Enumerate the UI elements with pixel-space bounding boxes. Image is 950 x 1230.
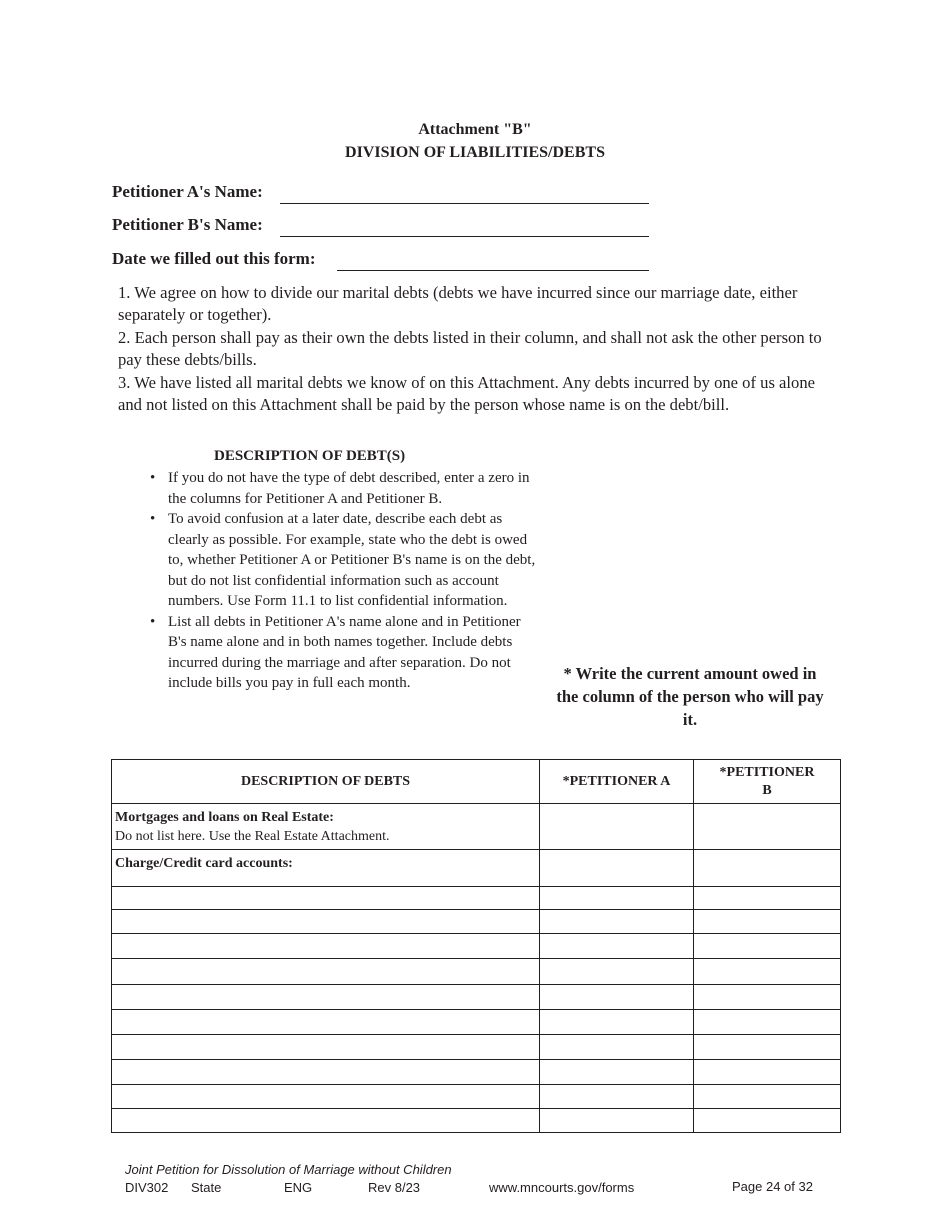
- instruction-text: To avoid confusion at a later date, describe each debt as clearly as possible. For example, state who the debt is owed to, whether Petitioner A or Petitioner B's name is on the debt, but do not list confidential information such as account numbers. Use Form 11.1 to list confidential information.: [168, 511, 536, 609]
- credit-card-petitioner-b-cell[interactable]: [694, 850, 841, 887]
- mortgage-petitioner-b-cell[interactable]: [694, 804, 841, 850]
- petitioner-a-column-header: *PETITIONER A: [540, 760, 694, 804]
- debt-description-cell[interactable]: [112, 887, 540, 910]
- petitioner-b-amount-cell[interactable]: [694, 959, 841, 985]
- petitioner-a-amount-cell[interactable]: [540, 1109, 694, 1133]
- date-filled-field[interactable]: [337, 270, 649, 271]
- petitioner-b-amount-cell[interactable]: [694, 985, 841, 1010]
- bullet-icon: •: [150, 511, 156, 527]
- agreement-statements: [118, 282, 838, 416]
- petitioner-b-amount-cell[interactable]: [694, 1060, 841, 1085]
- petitioner-a-amount-cell[interactable]: [540, 1010, 694, 1035]
- instruction-item: [150, 509, 542, 612]
- credit-card-petitioner-a-cell[interactable]: [540, 850, 694, 887]
- agreement-statement-3: 3. We have listed all marital debts we know of on this Attachment. Any debts incurred by one of us alone and not listed on this Attachment shall be paid by the person whose name is on the debt/bill.: [118, 372, 815, 415]
- table-row: [112, 934, 841, 959]
- credit-card-title: Charge/Credit card accounts:: [115, 856, 293, 871]
- debts-table: [111, 759, 841, 1133]
- debt-description-cell[interactable]: [112, 910, 540, 934]
- debt-description-cell[interactable]: [112, 1010, 540, 1035]
- petitioner-a-name-label: Petitioner A's Name:: [112, 182, 263, 201]
- page-title: DIVISION OF LIABILITIES/DEBTS: [345, 144, 605, 161]
- table-row: [112, 985, 841, 1010]
- table-row: [112, 1035, 841, 1060]
- mortgage-row: [112, 804, 841, 850]
- debt-description-cell[interactable]: [112, 1109, 540, 1133]
- bullet-icon: •: [150, 470, 156, 486]
- petitioner-a-amount-cell[interactable]: [540, 887, 694, 910]
- table-row: [112, 1010, 841, 1035]
- table-row: [112, 959, 841, 985]
- footer-form-code: DIV302: [125, 1180, 169, 1195]
- petitioner-a-amount-cell[interactable]: [540, 985, 694, 1010]
- table-row: [112, 910, 841, 934]
- petitioner-a-amount-cell[interactable]: [540, 1035, 694, 1060]
- petitioner-a-name-field[interactable]: [280, 203, 649, 204]
- credit-card-description: [112, 850, 540, 887]
- mortgage-description: [112, 804, 540, 850]
- petitioner-a-amount-cell[interactable]: [540, 1085, 694, 1109]
- footer-form-title: Joint Petition for Dissolution of Marriage without Children: [125, 1162, 452, 1177]
- description-heading: DESCRIPTION OF DEBT(S): [214, 448, 406, 464]
- bullet-icon: •: [150, 613, 156, 630]
- instruction-list: [150, 468, 542, 694]
- date-filled-label: Date we filled out this form:: [112, 249, 316, 268]
- agreement-statement-1: 1. We agree on how to divide our marital debts (debts we have incurred since our marriage date, either separately or together).: [118, 283, 798, 325]
- attachment-label: Attachment "B": [418, 121, 532, 138]
- instruction-text: List all debts in Petitioner A's name alone and in Petitioner B's name alone and in both names together. Include debts incurred during the marriage and after separation. Do not include bills you pay in full each month.: [168, 613, 521, 691]
- table-row: [112, 1085, 841, 1109]
- debt-description-cell[interactable]: [112, 959, 540, 985]
- petitioner-a-amount-cell[interactable]: [540, 959, 694, 985]
- debt-description-cell[interactable]: [112, 985, 540, 1010]
- table-row: [112, 1060, 841, 1085]
- petitioner-b-column-header: *PETITIONER B: [694, 760, 841, 804]
- mortgage-title: Mortgages and loans on Real Estate:: [115, 810, 334, 825]
- petitioner-b-amount-cell[interactable]: [694, 1035, 841, 1060]
- description-column-header: DESCRIPTION OF DEBTS: [112, 760, 540, 804]
- debt-description-cell[interactable]: [112, 1085, 540, 1109]
- petitioner-b-amount-cell[interactable]: [694, 1085, 841, 1109]
- footer-website[interactable]: www.mncourts.gov/forms: [489, 1180, 635, 1195]
- debt-description-cell[interactable]: [112, 934, 540, 959]
- petitioner-b-amount-cell[interactable]: [694, 1109, 841, 1133]
- debt-description-cell[interactable]: [112, 1035, 540, 1060]
- petitioner-b-amount-cell[interactable]: [694, 887, 841, 910]
- agreement-statement-2: 2. Each person shall pay as their own the debts listed in their column, and shall not ask the other person to pay these debts/bills.: [118, 327, 822, 370]
- table-row: [112, 887, 841, 910]
- petitioner-a-amount-cell[interactable]: [540, 934, 694, 959]
- table-header-row: [112, 760, 841, 804]
- footer-revision: Rev 8/23: [368, 1180, 421, 1195]
- petitioner-b-name-field[interactable]: [280, 236, 649, 237]
- petitioner-a-amount-cell[interactable]: [540, 910, 694, 934]
- footer-jurisdiction: State: [191, 1180, 222, 1195]
- credit-card-header-row: [112, 850, 841, 887]
- mortgage-note: Do not list here. Use the Real Estate Attachment.: [115, 829, 390, 844]
- instruction-text: If you do not have the type of debt described, enter a zero in the columns for Petitioner A and Petitioner B.: [168, 470, 530, 507]
- petitioner-b-amount-cell[interactable]: [694, 910, 841, 934]
- instruction-item: [150, 468, 542, 509]
- mortgage-petitioner-a-cell[interactable]: [540, 804, 694, 850]
- debt-description-cell[interactable]: [112, 1060, 540, 1085]
- petitioner-a-amount-cell[interactable]: [540, 1060, 694, 1085]
- amount-owed-note: * Write the current amount owed in the column of the person who will pay it.: [556, 664, 824, 729]
- petitioner-b-amount-cell[interactable]: [694, 934, 841, 959]
- footer-language: ENG: [284, 1180, 313, 1195]
- instruction-item: [150, 612, 542, 694]
- footer-page-number: Page 24 of 32: [732, 1179, 813, 1194]
- table-row: [112, 1109, 841, 1133]
- petitioner-b-name-label: Petitioner B's Name:: [112, 215, 263, 234]
- petitioner-b-amount-cell[interactable]: [694, 1010, 841, 1035]
